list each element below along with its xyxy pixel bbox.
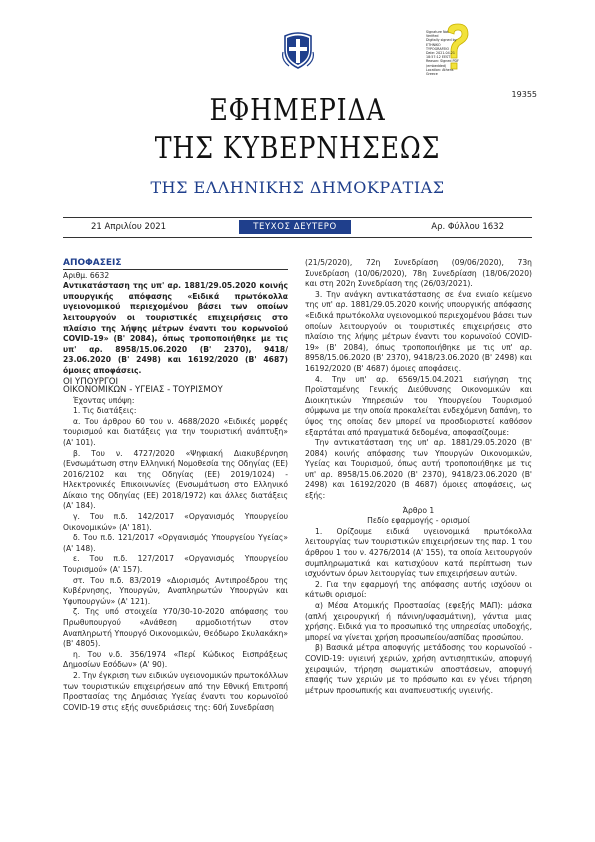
- signature-line: Location: Athens: [426, 67, 454, 72]
- gazette-title-line2: ΤΗΣ ΚΥΒΕΡΝΗΣΕΩΣ: [154, 131, 441, 166]
- ministers-heading: ΟΙ ΥΠΟΥΡΓΟΙ: [63, 376, 119, 387]
- signature-line: (embedded): [426, 63, 447, 68]
- body-paragraph: (21/5/2020), 72η Συνεδρίαση (09/06/2020), 73η Συνεδρίαση (10/06/2020), 78η Συνεδρίαση (18/06/2020) και στη 202η Συνεδρίαση της (26/03/2021).: [305, 258, 532, 289]
- issue-date: 21 Απριλίου 2021: [91, 222, 167, 232]
- left-column: [63, 258, 288, 713]
- provision-item: 1. Τις διατάξεις:: [73, 406, 137, 416]
- article-title: Άρθρο 1: [402, 505, 435, 515]
- header-top-rule: [63, 217, 532, 218]
- provision-paragraph: ε. Του π.δ. 127/2017 «Οργανισμός Υπουργείου Τουρισμού» (Α' 157).: [63, 554, 288, 575]
- body-paragraph: β) Βασικά μέτρα αποφυγής μετάδοσης του κορωνοϊού - COVID-19: υγιεινή χεριών, χρήση αντισηπτικών, αποφυγή χειραψιών, τήρηση σωματικών αποστάσεων, αποφυγή επαφής των χεριών με το πρόσωπο και εν γένει τήρηση μέτρων προσωπικής και αναπνευστικής υγιεινής.: [305, 643, 532, 695]
- body-paragraph: Την αντικατάσταση της υπ' αρ. 1881/29.05.2020 (Β' 2084) κοινής απόφασης των Υπουργών Οικονομικών, Υγείας και Τουρισμού, όπως αυτή τροποποιήθηκε με τις υπ' αρ. 8958/15.06.2020 (Β' 2370), 9418/23.06.2020 (Β' 2498) και 16192/2020 (Β 4687) όμοιες αποφάσεις, ως εξής:: [305, 438, 532, 501]
- provision-paragraph: β. Του ν. 4727/2020 «Ψηφιακή Διακυβέρνηση (Ενσωμάτωση στην Ελληνική Νομοθεσία της Οδηγίας (ΕΕ) 2016/2102 και της Οδηγίας (ΕΕ) 2019/1024) - Ηλεκτρονικές Επικοινωνίες (Ενσωμάτωση στο Ελληνικό Δίκαιο της Οδηγίας (ΕΕ) 2018/1972) και άλλες διατάξεις (Α' 184).: [63, 448, 288, 511]
- right-column: [305, 258, 532, 696]
- decision-number: Αριθμ. 6632: [63, 269, 288, 282]
- issue-info-bar: [63, 220, 532, 234]
- body-paragraph: 1. Ορίζουμε ειδικά υγειονομικά πρωτόκολλα λειτουργίας των τουριστικών επιχειρήσεων της παρ. 1 του άρθρου 1 του ν. 4276/2014 (Α' 155), τα οποία λειτουργούν συμπληρωματικά και κατισχύουν κατά περίπτωση των ισχυόντων όρων λειτουργίας των επιχειρήσεων αυτών.: [305, 526, 532, 579]
- signature-line: Reason: Signed PDF: [426, 59, 459, 64]
- signature-line: Verified: [426, 34, 439, 39]
- header-bottom-rule: [63, 237, 532, 238]
- provision-paragraph: α. Του άρθρου 60 του ν. 4688/2020 «Ειδικές μορφές τουρισμού και διατάξεις για την τουριστική ανάπτυξη» (Α' 101).: [63, 416, 288, 447]
- signature-line: ETHNIKO: [426, 42, 441, 47]
- gazette-title-line1: ΕΦΗΜΕΡΙΔΑ: [209, 93, 386, 128]
- provision-paragraph: στ. Του π.δ. 83/2019 «Διορισμός Αντιπροέδρου της Κυβέρνησης, Υπουργών, Αναπληρωτών Υπουργών και Υφυπουργών» (Α' 121).: [63, 575, 288, 606]
- gazette-subtitle: ΤΗΣ ΕΛΛΗΝΙΚΗΣ ΔΗΜΟΚΡΑΤΙΑΣ: [150, 178, 445, 197]
- signature-line: Digitally signed by: [426, 38, 457, 43]
- sheet-number: Αρ. Φύλλου 1632: [431, 222, 504, 232]
- article-subtitle: Πεδίο εφαρμογής - ορισμοί: [367, 516, 470, 526]
- decision-title: Αντικατάσταση της υπ' αρ. 1881/29.05.2020 κοινής υπουργικής απόφασης «Ειδικά πρωτόκολλα υγειονομικού περιεχομένου βάσει των οποίων λειτουργούν οι τουριστικές επιχειρήσεις στο πλαίσιο της λήψης μέτρων έναντι του κορωνοϊού COVID-19» (Β' 2084), όπως τροποποιήθηκε με τις υπ' αρ. 8958/15.06.2020 (Β' 2370), 9418/ 23.06.2020 (Β' 2498) και 16192/2020 (Β' 4687) όμοιες αποφάσεις.: [63, 281, 288, 375]
- provision-paragraph: δ. Του π.δ. 121/2017 «Οργανισμός Υπουργείου Υγείας» (Α' 148).: [63, 533, 288, 553]
- page-number: 19355: [511, 90, 537, 99]
- greek-coat-of-arms-emblem: [281, 30, 315, 70]
- provision-paragraph: η. Του ν.δ. 356/1974 «Περί Κώδικος Εισπράξεως Δημοσίων Εσόδων» (Α' 90).: [63, 649, 288, 670]
- body-paragraph: 2. Για την εφαρμογή της απόφασης αυτής ισχύουν οι κάτωθι ορισμοί:: [305, 579, 532, 600]
- body-paragraph: α) Μέσα Ατομικής Προστασίας (εφεξής ΜΑΠ): μάσκα (απλή χειρουργική ή πάνινη/υφασμάτινη), γάντια μιας χρήσης. Ειδικά για το προσωπικό της υπηρεσίας υποδοχής, μπορεί να γίνεται χρήση προσωπείου/ασπίδας προσώπου.: [305, 601, 532, 642]
- issue-type-badge: ΤΕΥΧΟΣ ΔΕΥΤΕΡΟ: [239, 220, 351, 234]
- section-title: ΑΠΟΦΑΣΕΙΣ: [63, 258, 122, 268]
- signature-line: TYPOGRAFEIO: [426, 46, 450, 51]
- signature-line: Greece: [426, 72, 438, 77]
- signature-line: Signature Not: [426, 30, 449, 34]
- ministries-heading: ΟΙΚΟΝΟΜΙΚΩΝ - ΥΓΕΙΑΣ - ΤΟΥΡΙΣΜΟΥ: [63, 384, 223, 395]
- body-paragraph: 3. Την ανάγκη αντικατάστασης σε ένα ενιαίο κείμενο της υπ' αρ. 1881/29.05.2020 κοινής υπουργικής απόφασης «Ειδικά πρωτόκολλα υγειονομικού περιεχομένου βάσει των οποίων λειτουργούν οι τουριστικές επιχειρήσεις στο πλαίσιο της λήψης μέτρων έναντι του κορωνοϊού COVID-19» (Β' 2084), όπως τροποποιήθηκε με τις υπ' αρ. 8958/15.06.2020 (Β' 2370), 9418/23.06.2020 (Β' 2498) και 16192/2020 (Β' 4687) όμοιες αποφάσεις.: [305, 289, 532, 373]
- having-regard: Έχοντας υπόψη:: [73, 395, 135, 405]
- provision-paragraph: ζ. Της υπό στοιχεία Υ70/30-10-2020 απόφασης του Πρωθυπουργού «Ανάθεση αρμοδιοτήτων στον Αναπληρωτή Υπουργό Οικονομικών, Θεόδωρο Σκυλακάκη» (Β' 4805).: [63, 607, 288, 649]
- provision-paragraph: 2. Την έγκριση των ειδικών υγειονομικών πρωτοκόλλων των τουριστικών επιχειρήσεων από την Εθνική Επιτροπή Προστασίας της Δημόσιας Υγείας έναντι του κορωνοϊού COVID-19 στις εξής συνεδριάσεις της: 60ή Συνεδρίαση: [63, 670, 288, 712]
- signature-verification-text: [426, 30, 474, 76]
- body-paragraph: 4. Την υπ' αρ. 6569/15.04.2021 εισήγηση της Προϊσταμένης Γενικής Διεύθυνσης Οικονομικών και Διοικητικών Υπηρεσιών του Υπουργείου Τουρισμού σύμφωνα με την οποία προκαλείται ενδεχόμενη δαπάνη, το ύψος της οποίας δεν μπορεί να προσδιοριστεί καθόσον εξαρτάται από πραγματικά δεδομένα, αποφασίζουμε:: [305, 374, 532, 437]
- signature-line: Date: 2021.04.21: [426, 51, 455, 56]
- provision-paragraph: γ. Του π.δ. 142/2017 «Οργανισμός Υπουργείου Οικονομικών» (Α' 181).: [63, 512, 288, 532]
- signature-line: 18:57:12 EEST: [426, 55, 451, 60]
